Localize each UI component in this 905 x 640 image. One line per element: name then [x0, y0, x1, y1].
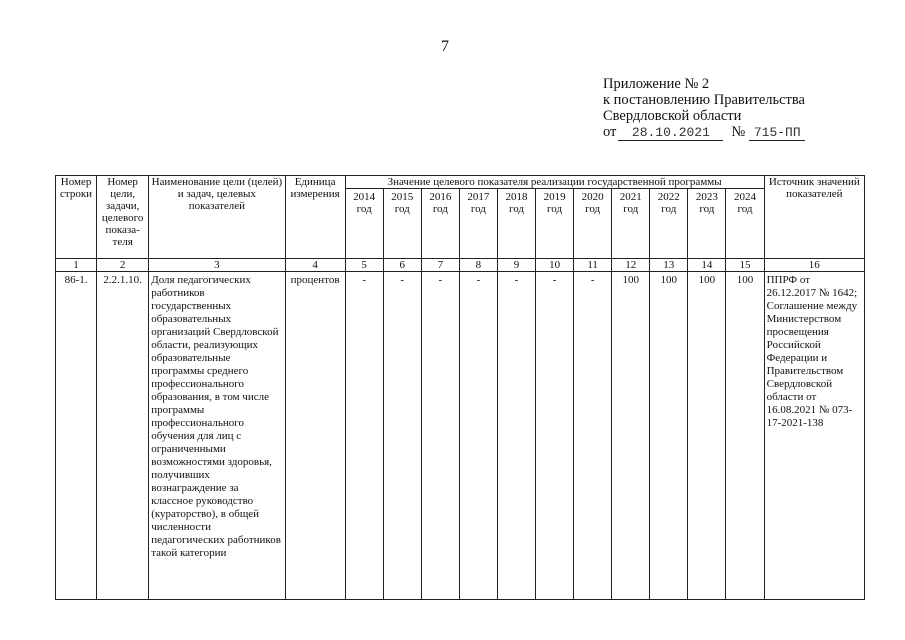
column-number-row	[56, 259, 865, 272]
value-cell: -	[383, 272, 421, 600]
indicator-table-wrapper	[55, 175, 865, 602]
header-row-number: Номер строки	[56, 176, 97, 259]
appendix-title: Приложение № 2	[603, 76, 710, 92]
year-label: 2019	[543, 191, 566, 203]
year-label: 2024	[734, 191, 757, 203]
column-number: 5	[345, 259, 383, 272]
year-suffix: год	[661, 203, 677, 215]
column-number: 12	[612, 259, 650, 272]
table-row	[56, 272, 865, 600]
year-label: 2018	[505, 191, 528, 203]
column-number: 3	[149, 259, 285, 272]
year-suffix: год	[547, 203, 563, 215]
value-cell: -	[536, 272, 574, 600]
year-label: 2017	[467, 191, 490, 203]
header-year-cell	[536, 189, 574, 259]
header-year-cell	[459, 189, 497, 259]
value-cell: 100	[612, 272, 650, 600]
appendix-region: Свердловской области	[603, 108, 742, 124]
column-number: 7	[421, 259, 459, 272]
header-year-cell	[726, 189, 764, 259]
year-label: 2023	[695, 191, 718, 203]
unit-cell: процентов	[285, 272, 345, 600]
year-label: 2021	[619, 191, 642, 203]
column-number: 1	[56, 259, 97, 272]
year-label: 2022	[657, 191, 680, 203]
row-number-cell: 86-1.	[56, 272, 97, 600]
header-year-cell	[421, 189, 459, 259]
indicator-name-cell: Доля педагогических работников государственных образовательных организаций Свердловской области, реализующих образовательные программы среднего профессионального образования, в том числе программы профессионального обучения для лиц с ограниченными возможностями здоровья, получивших вознаграждение за классное руководство (кураторство), в общей численности педагогических работников такой категории	[149, 272, 285, 600]
resolution-date: 28.10.2021	[618, 126, 723, 141]
year-suffix: год	[623, 203, 639, 215]
date-prefix: от	[603, 124, 617, 140]
header-year-cell	[345, 189, 383, 259]
year-suffix: год	[737, 203, 753, 215]
year-suffix: год	[508, 203, 524, 215]
year-label: 2014	[353, 191, 376, 203]
appendix-header	[603, 76, 805, 141]
header-year-cell	[574, 189, 612, 259]
value-cell: 100	[726, 272, 764, 600]
number-sign: №	[731, 124, 746, 140]
column-number: 16	[764, 259, 864, 272]
column-number: 14	[688, 259, 726, 272]
year-suffix: год	[356, 203, 372, 215]
goal-number-cell: 2.2.1.10.	[97, 272, 149, 600]
header-name: Наименование цели (целей) и задач, целевых показателей	[149, 176, 285, 259]
header-year-cell	[688, 189, 726, 259]
column-number: 9	[497, 259, 535, 272]
header-year-cell	[650, 189, 688, 259]
header-goal-number: Номер цели, задачи, целевого показа-теля	[97, 176, 149, 259]
appendix-date-line	[603, 124, 805, 141]
value-cell: -	[574, 272, 612, 600]
header-year-cell	[497, 189, 535, 259]
value-cell: -	[421, 272, 459, 600]
header-year-cell	[612, 189, 650, 259]
header-unit: Единица измерения	[285, 176, 345, 259]
appendix-resolution: к постановлению Правительства	[603, 92, 805, 108]
column-number: 8	[459, 259, 497, 272]
year-label: 2015	[391, 191, 414, 203]
column-number: 15	[726, 259, 764, 272]
header-source: Источник значений показателей	[764, 176, 864, 259]
header-year-cell	[383, 189, 421, 259]
column-number: 13	[650, 259, 688, 272]
resolution-number: 715-ПП	[749, 126, 805, 141]
year-suffix: год	[470, 203, 486, 215]
column-number: 6	[383, 259, 421, 272]
year-label: 2020	[581, 191, 604, 203]
year-label: 2016	[429, 191, 452, 203]
column-number: 2	[97, 259, 149, 272]
value-cell: 100	[650, 272, 688, 600]
header-values-group: Значение целевого показателя реализации государственной программы	[345, 176, 764, 189]
column-number: 10	[536, 259, 574, 272]
column-number: 11	[574, 259, 612, 272]
value-cell: -	[459, 272, 497, 600]
year-suffix: год	[394, 203, 410, 215]
year-suffix: год	[432, 203, 448, 215]
value-cell: 100	[688, 272, 726, 600]
source-cell: ППРФ от 26.12.2017 № 1642; Соглашение между Министерством просвещения Российской Федерации и Правительством Свердловской области от 16.08.2021 № 073-17-2021-138	[764, 272, 864, 600]
column-number: 4	[285, 259, 345, 272]
value-cell: -	[345, 272, 383, 600]
year-suffix: год	[699, 203, 715, 215]
table-header-row	[56, 176, 865, 189]
indicator-table	[55, 175, 865, 600]
page-number: 7	[441, 38, 449, 55]
value-cell: -	[497, 272, 535, 600]
year-suffix: год	[585, 203, 601, 215]
